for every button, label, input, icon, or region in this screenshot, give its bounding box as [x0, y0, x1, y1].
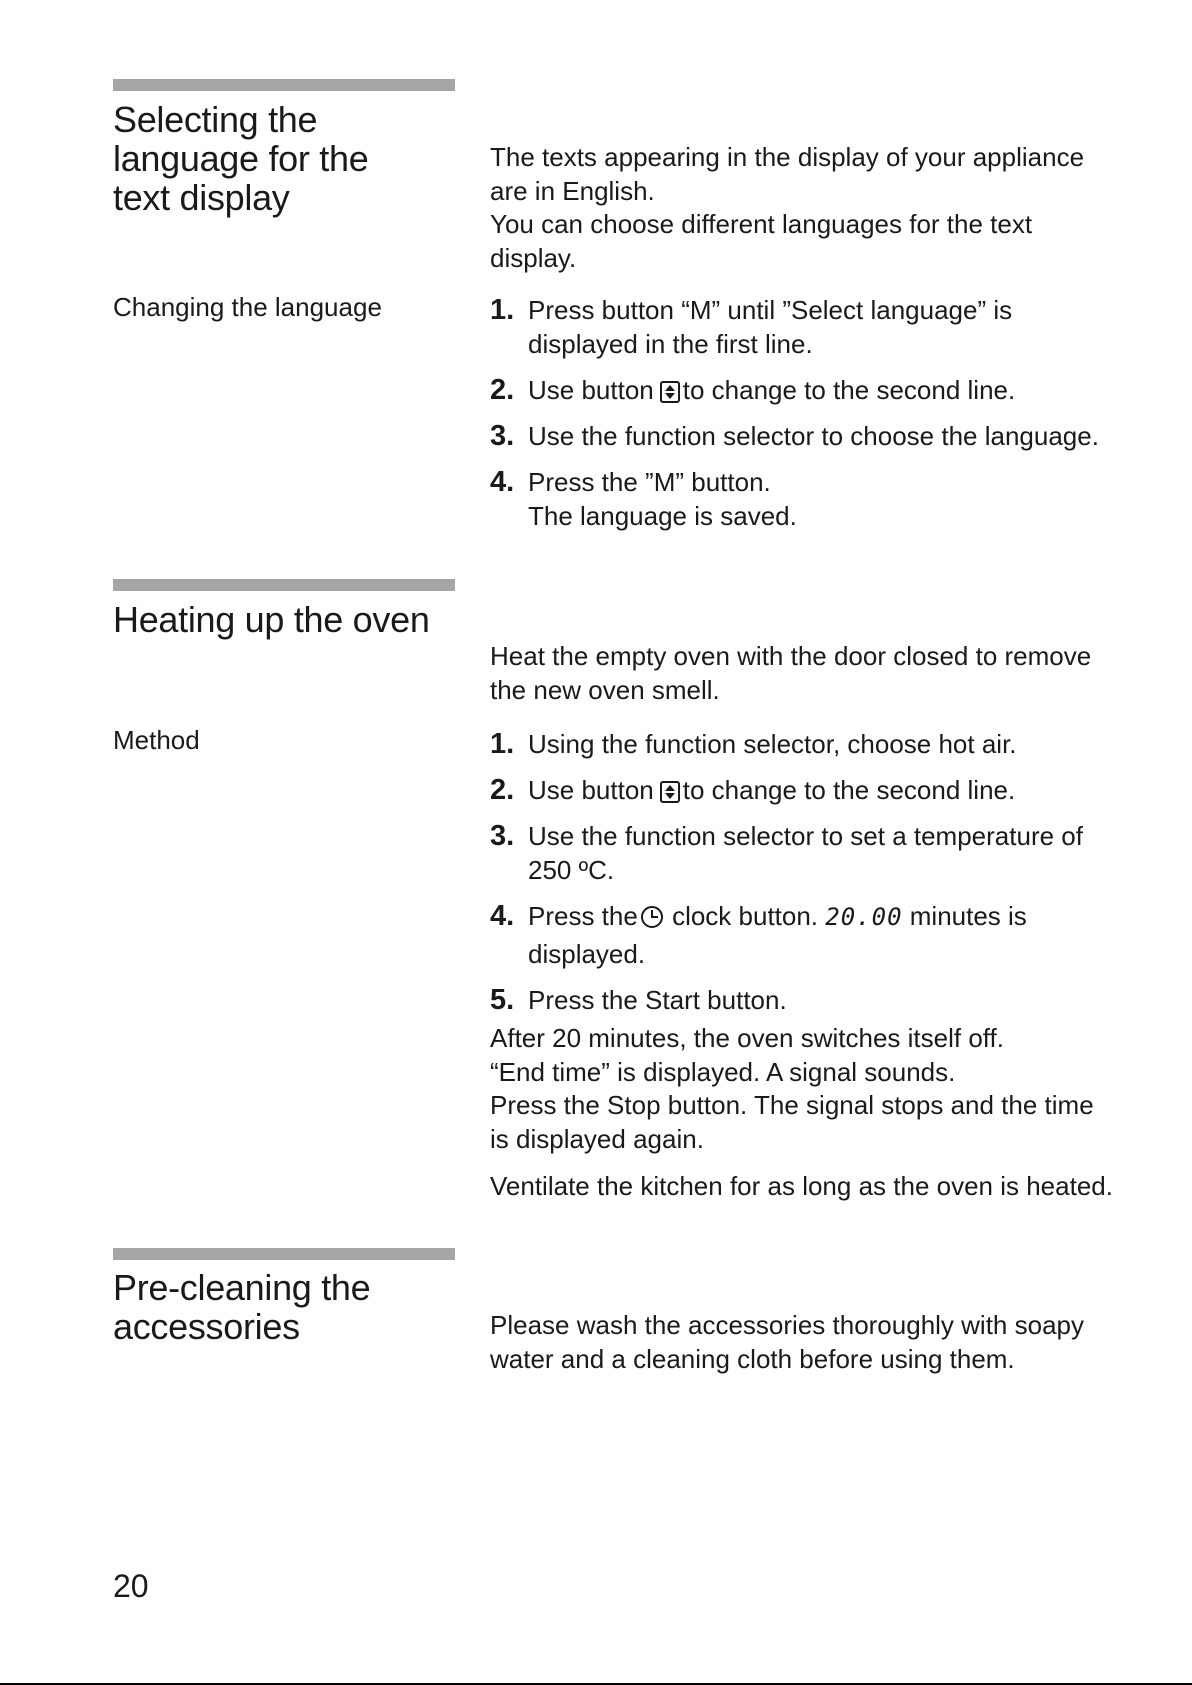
intro-text: Please wash the accessories thoroughly with soapy water and a cleaning cloth before using them. — [490, 1310, 1084, 1374]
step-text: Use button — [528, 775, 654, 805]
intro-precleaning — [490, 1309, 1120, 1376]
intro-heating — [490, 640, 1120, 707]
step-text: Press the — [528, 901, 638, 931]
step-item — [490, 373, 1130, 407]
subheading-method: Method — [113, 725, 200, 755]
title-line: language for the — [113, 138, 369, 179]
subheading-changing-language: Changing the language — [113, 292, 382, 322]
title-line: accessories — [113, 1306, 300, 1347]
step-item — [490, 727, 1130, 761]
section-rule — [113, 579, 455, 591]
section-title-precleaning — [113, 1268, 473, 1346]
title-line: text display — [113, 177, 290, 218]
clock-icon — [640, 903, 664, 937]
step-text: to change to the second line. — [682, 775, 1016, 805]
step-number: 2. — [490, 774, 515, 806]
step-item — [490, 419, 1130, 453]
step-number: 2. — [490, 374, 515, 406]
step-text: The language is saved. — [528, 501, 797, 531]
section-title-language — [113, 100, 473, 217]
step-item — [490, 293, 1058, 361]
step-number: 5. — [490, 984, 515, 1016]
step-text: Use button — [528, 375, 654, 405]
step-text: to change to the second line. — [682, 375, 1016, 405]
step-item — [490, 899, 1098, 971]
step-text: Press button “M” until ”Select language” is displayed in the first line. — [528, 295, 1013, 359]
step-number: 1. — [490, 294, 515, 326]
title-line: Heating up the oven — [113, 599, 430, 640]
title-line: Selecting the — [113, 99, 318, 140]
step-item — [490, 465, 1130, 533]
up-down-arrow-button-icon — [660, 781, 680, 803]
step-number: 3. — [490, 820, 515, 852]
section-title-heating — [113, 600, 473, 639]
step-text: clock button. — [672, 901, 819, 931]
intro-text: The texts appearing in the display of your appliance are in English. — [490, 142, 1085, 206]
step-text: Using the function selector, choose hot air. — [528, 729, 1017, 759]
display-time-readout: 20.00 — [825, 903, 903, 931]
ventilation-note — [490, 1170, 1150, 1204]
step-number: 3. — [490, 420, 515, 452]
step-item — [490, 983, 1130, 1017]
step-number: 1. — [490, 728, 515, 760]
step-number: 4. — [490, 900, 515, 932]
step-text: Use the function selector to set a temperature of 250 ºC. — [528, 821, 1083, 885]
title-line: Pre-cleaning the — [113, 1267, 371, 1308]
section-rule — [113, 79, 455, 91]
step-text: Press the ”M” button. — [528, 467, 771, 497]
body-text: “End time” is displayed. A signal sounds. — [490, 1056, 956, 1087]
steps-heating — [490, 727, 1130, 1029]
intro-language — [490, 141, 1120, 275]
after-heating — [490, 1022, 1110, 1156]
step-item — [490, 773, 1130, 807]
step-text: Use the function selector to choose the language. — [528, 421, 1099, 451]
up-down-arrow-button-icon — [660, 381, 680, 403]
intro-text: Heat the empty oven with the door closed to remove the new oven smell. — [490, 641, 1092, 705]
note-text: Ventilate the kitchen for as long as the oven is heated. — [490, 1171, 1113, 1201]
body-text: After 20 minutes, the oven switches itself off. — [490, 1023, 1004, 1053]
page-number: 20 — [113, 1568, 149, 1604]
step-text: minutes is displayed. — [528, 901, 1027, 969]
steps-language — [490, 293, 1130, 545]
intro-text: You can choose different languages for the text display. — [490, 209, 1033, 273]
step-text: Press the Start button. — [528, 985, 787, 1015]
step-number: 4. — [490, 466, 515, 498]
step-item — [490, 819, 1098, 887]
body-text: Press the Stop button. The signal stops and the time is displayed again. — [490, 1090, 1094, 1154]
section-rule — [113, 1248, 455, 1260]
